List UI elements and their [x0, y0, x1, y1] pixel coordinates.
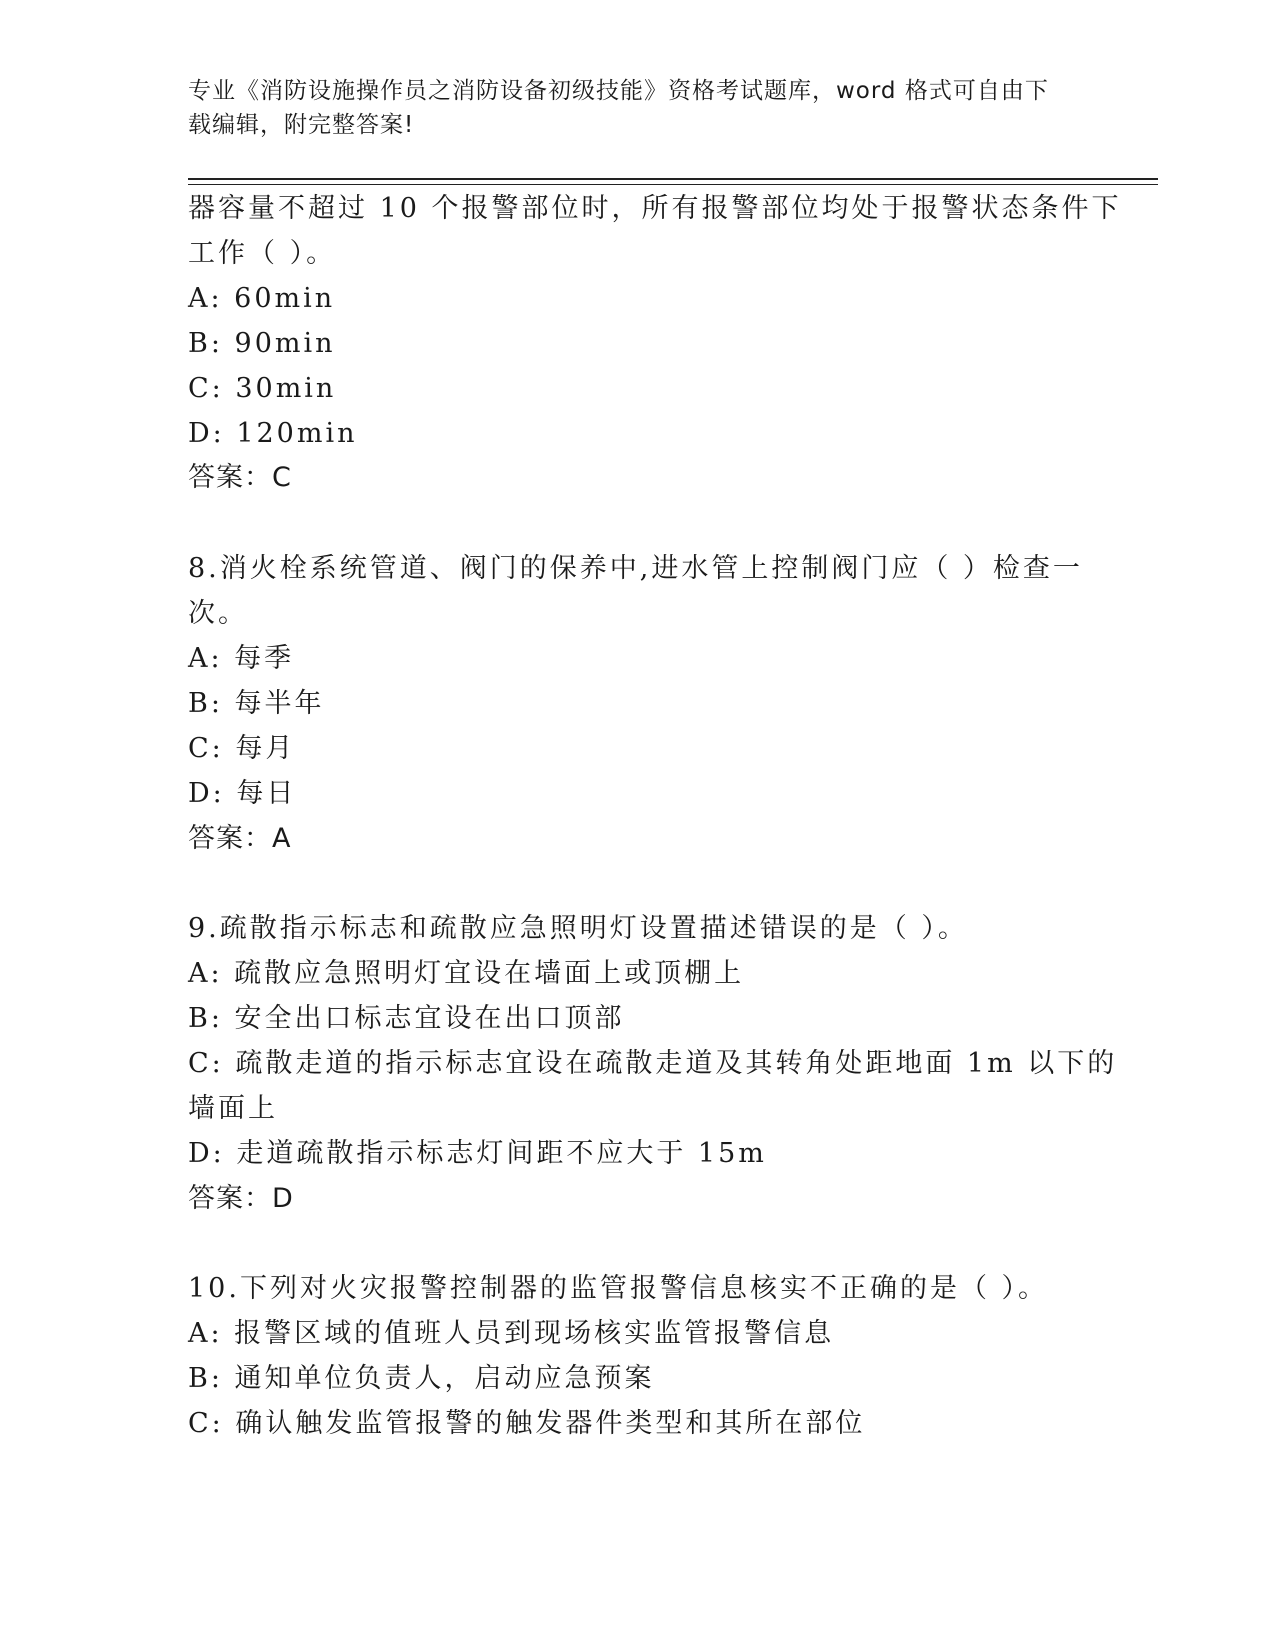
- question-9-option-c-line-2: 墙面上: [188, 1093, 278, 1124]
- header-line-2: 载编辑，附完整答案!: [188, 112, 415, 138]
- question-10-option-b: B: 通知单位负责人，启动应急预案: [188, 1363, 655, 1394]
- question-8-answer: 答案：A: [188, 823, 292, 854]
- question-8-option-b: B: 每半年: [188, 688, 325, 719]
- question-10-stem: 10.下列对火灾报警控制器的监管报警信息核实不正确的是（ ）。: [188, 1273, 1049, 1304]
- question-7-option-b: B: 90min: [188, 328, 336, 359]
- question-10-option-c: C: 确认触发监管报警的触发器件类型和其所在部位: [188, 1408, 866, 1439]
- question-7-stem-line-2: 工作（ ）。: [188, 238, 337, 269]
- question-8-option-d: D: 每日: [188, 778, 297, 809]
- question-8-stem-line-1: 8.消火栓系统管道、阀门的保养中,进水管上控制阀门应（ ）检查一: [188, 553, 1083, 584]
- question-9-option-c-line-1: C: 疏散走道的指示标志宜设在疏散走道及其转角处距地面 1m 以下的: [188, 1048, 1118, 1079]
- question-9-answer: 答案：D: [188, 1183, 294, 1214]
- question-10-option-a: A: 报警区域的值班人员到现场核实监管报警信息: [188, 1318, 835, 1349]
- question-8-stem-line-2: 次。: [188, 598, 248, 629]
- header-divider-thin: [188, 184, 1158, 185]
- question-9-option-d: D: 走道疏散指示标志灯间距不应大于 15m: [188, 1138, 767, 1169]
- question-9-stem: 9.疏散指示标志和疏散应急照明灯设置描述错误的是（ ）。: [188, 913, 968, 944]
- question-8-option-a: A: 每季: [188, 643, 295, 674]
- question-9-option-a: A: 疏散应急照明灯宜设在墙面上或顶棚上: [188, 958, 745, 989]
- header-divider-thick: [188, 178, 1158, 180]
- question-8-option-c: C: 每月: [188, 733, 296, 764]
- document-header: [188, 74, 1068, 142]
- question-7-option-d: D: 120min: [188, 418, 358, 449]
- question-7-option-a: A: 60min: [188, 283, 336, 314]
- question-7-stem-line-1: 器容量不超过 10 个报警部位时，所有报警部位均处于报警状态条件下: [188, 193, 1122, 224]
- header-line-1: 专业《消防设施操作员之消防设备初级技能》资格考试题库，word 格式可自由下: [188, 78, 1049, 104]
- question-7-option-c: C: 30min: [188, 373, 337, 404]
- question-7-answer: 答案：C: [188, 462, 292, 493]
- question-9-option-b: B: 安全出口标志宜设在出口顶部: [188, 1003, 625, 1034]
